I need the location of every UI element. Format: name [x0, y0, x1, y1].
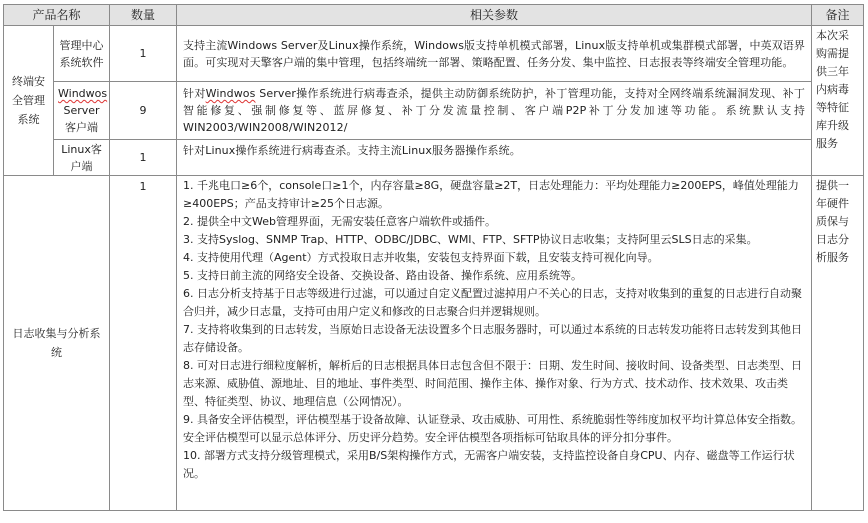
mgmt-center-qty: 1 [110, 26, 177, 82]
list-item: 2. 提供全中文Web管理界面，无需安装任意客户端软件或插件。 [183, 215, 496, 228]
procurement-spec-table [3, 4, 864, 511]
log-system-note: 提供一年硬件质保与日志分析服务 [812, 176, 864, 511]
list-item: 5. 支持日前主流的网络安全设备、交换设备、路由设备、操作系统、应用系统等。 [183, 269, 583, 282]
list-item: 1. 千兆电口≥6个，console口≥1个，内存容量≥8G，硬盘容量≥2T，日志处理能力：平均处理能力≥200EPS，峰值处理能力≥400EPS；产品支持审计≥25个日志源。 [183, 179, 799, 210]
linux-client-qty: 1 [110, 140, 177, 176]
win-client-params [177, 82, 812, 140]
list-item: 7. 支持将收集到的日志转发，当原始日志设备无法设置多个日志服务器时，可以通过本系统的日志转发功能将日志转发到其他日志存储设备。 [183, 323, 803, 354]
table-row [4, 176, 864, 511]
terminal-note: 本次采购需提供三年内病毒等特征库升级服务 [812, 26, 864, 176]
win-client-params-pre: 针对 [183, 87, 206, 100]
log-system-name: 日志收集与分析系统 [4, 176, 110, 511]
win-client-qty: 9 [110, 82, 177, 140]
win-client-name [54, 82, 110, 140]
log-system-params [177, 176, 812, 511]
list-item: 10. 部署方式支持分级管理模式，采用B/S架构操作方式，无需客户端安装，支持监控设备自身CPU、内存、磁盘等工作运行状况。 [183, 449, 795, 480]
win-client-name-word: Windwos [58, 87, 108, 100]
table-row [4, 26, 864, 82]
win-client-params-word: Windwos [205, 87, 256, 100]
header-row [4, 5, 864, 26]
linux-client-name: Linux客户端 [54, 140, 110, 176]
mgmt-center-name: 管理中心系统软件 [54, 26, 110, 82]
table-row [4, 140, 864, 176]
list-item: 8. 可对日志进行细粒度解析，解析后的日志根据具体日志包含但不限于：日期、发生时间、接收时间、设备类型、日志类型、日志来源、威胁值、源地址、目的地址、事件类型、时间范围、操作主体、操作对象、行为方式、技术动作、技术效果、攻击类型、特征类型、协议、地理信息（公网情况）。 [183, 359, 803, 408]
header-params: 相关参数 [177, 5, 812, 26]
header-qty: 数量 [110, 5, 177, 26]
list-item: 3. 支持Syslog、SNMP Trap、HTTP、ODBC/JDBC、WMI、FTP、SFTP协议日志收集；支持阿里云SLS日志的采集。 [183, 233, 758, 246]
win-client-params-post: Server操作系统进行病毒查杀，提供主动防御系统防护，补丁管理功能，支持对全网终端系统漏洞发现、补丁智能修复、强制修复等、蓝屏修复、补丁分发流量控制、客户端P2P补丁分发加速等功能。系统默认支持WIN2003/WIN2008/WIN2012/ [183, 87, 806, 134]
header-product: 产品名称 [4, 5, 110, 26]
linux-client-params: 针对Linux操作系统进行病毒查杀。支持主流Linux服务器操作系统。 [177, 140, 812, 176]
terminal-category-cell: 终端安全管理系统 [4, 26, 54, 176]
mgmt-center-params: 支持主流Windows Server及Linux操作系统，Windows版支持单机模式部署，Linux版支持单机或集群模式部署，中英双语界面。可实现对天擎客户端的集中管理，包括终端统一部署、策略配置、任务分发、集中监控、日志报表等终端安全管理功能。 [177, 26, 812, 82]
table-row [4, 82, 864, 140]
list-item: 6. 日志分析支持基于日志等级进行过滤，可以通过自定义配置过滤掉用户不关心的日志，支持对收集到的重复的日志进行自动聚合归并，减少日志量，支持可由用户定义和修改的日志聚合归并逻辑规则。 [183, 287, 803, 318]
list-item: 4. 支持使用代理（Agent）方式投取日志并收集，安装包支持界面下载，且安装支持可视化向导。 [183, 251, 659, 264]
list-item: 9. 具备安全评估模型，评估模型基于设备故障、认证登录、攻击威胁、可用性、系统脆弱性等纬度加权平均计算总体安全指数。安全评估模型可以显示总体评分、历史评分趋势。安全评估模型各项指标可钻取具体的评分扣分事件。 [183, 413, 803, 444]
win-client-name-rest: Server客户端 [63, 104, 100, 134]
header-note: 备注 [812, 5, 864, 26]
log-system-qty: 1 [110, 176, 177, 511]
